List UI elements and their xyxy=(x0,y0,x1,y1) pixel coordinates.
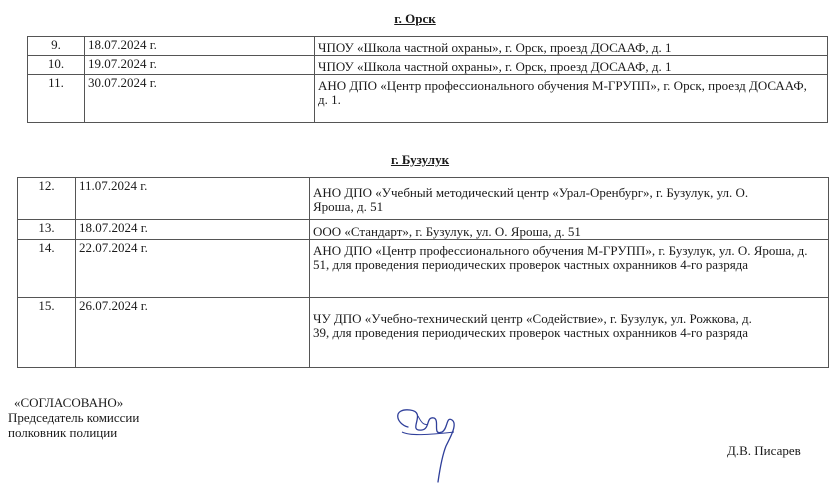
row-place: АНО ДПО «Центр профессионального обучения М-ГРУПП», г. Орск, проезд ДОСААФ, д. 1. xyxy=(315,75,828,123)
row-number: 15. xyxy=(18,298,76,368)
table-row xyxy=(28,37,828,56)
row-number: 10. xyxy=(28,56,85,75)
row-date: 26.07.2024 г. xyxy=(76,298,310,368)
approval-title: «СОГЛАСОВАНО» xyxy=(14,395,124,410)
signer-name: Д.В. Писарев xyxy=(727,443,801,458)
row-place: ЧУ ДПО «Учебно-технический центр «Содействие», г. Бузулук, ул. Рожкова, д. 39, для проведения периодических проверок частных охранников 4-го разряда xyxy=(310,298,829,368)
table-row xyxy=(28,56,828,75)
row-number: 13. xyxy=(18,220,76,240)
section-heading-orsk: г. Орск xyxy=(394,11,436,26)
row-place: АНО ДПО «Учебный методический центр «Урал-Оренбург», г. Бузулук, ул. О. Яроша, д. 51 xyxy=(310,178,829,220)
approval-position: Председатель комиссии xyxy=(8,410,140,425)
row-place: АНО ДПО «Центр профессионального обучения М-ГРУПП», г. Бузулук, ул. О. Яроша, д. 51, для проведения периодических проверок частных охранников 4-го разряда xyxy=(310,240,829,298)
row-date: 22.07.2024 г. xyxy=(76,240,310,298)
row-date: 19.07.2024 г. xyxy=(85,56,315,75)
row-place: ООО «Стандарт», г. Бузулук, ул. О. Яроша, д. 51 xyxy=(310,220,829,240)
table-row xyxy=(18,220,829,240)
row-number: 12. xyxy=(18,178,76,220)
table-row xyxy=(18,178,829,220)
row-date: 18.07.2024 г. xyxy=(85,37,315,56)
approval-rank: полковник полиции xyxy=(8,425,118,440)
schedule-table-buzuluk xyxy=(17,177,829,368)
table-row xyxy=(28,75,828,123)
table-row xyxy=(18,240,829,298)
row-place: ЧПОУ «Школа частной охраны», г. Орск, проезд ДОСААФ, д. 1 xyxy=(315,37,828,56)
row-number: 9. xyxy=(28,37,85,56)
section-heading-buzuluk: г. Бузулук xyxy=(390,152,450,167)
row-place: ЧПОУ «Школа частной охраны», г. Орск, проезд ДОСААФ, д. 1 xyxy=(315,56,828,75)
row-date: 18.07.2024 г. xyxy=(76,220,310,240)
row-number: 11. xyxy=(28,75,85,123)
row-number: 14. xyxy=(18,240,76,298)
signature-icon xyxy=(388,402,468,492)
table-row xyxy=(18,298,829,368)
row-date: 11.07.2024 г. xyxy=(76,178,310,220)
schedule-table-orsk xyxy=(27,36,828,123)
row-date: 30.07.2024 г. xyxy=(85,75,315,123)
approval-block xyxy=(8,395,139,440)
